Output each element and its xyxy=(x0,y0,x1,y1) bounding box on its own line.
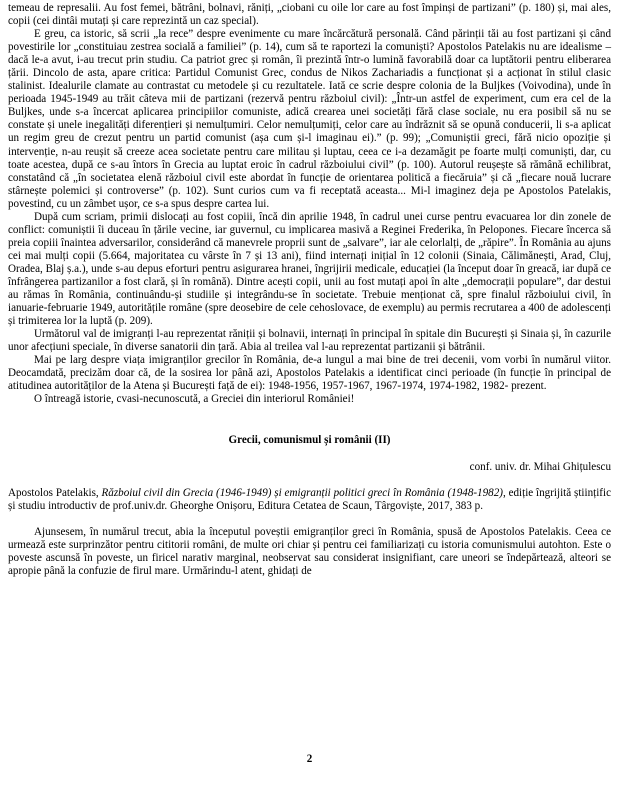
bibliographic-reference xyxy=(8,487,611,513)
page-number: 2 xyxy=(306,753,313,765)
author-spacer xyxy=(8,474,611,487)
book-author: Apostolos Patelakis, xyxy=(8,486,102,499)
book-title: Războiul civil din Grecia (1946-1949) și emigranții politici greci în România (1948-1982) xyxy=(101,486,503,499)
book-details: , ediție îngrijită științific și studiu introductiv de prof.univ.dr. Gheorghe Onișoru, Editura Cetatea de Scaun, Târgoviște, 2017, 383 p. xyxy=(8,486,611,512)
paragraph-intro: Ajunsesem, în numărul trecut, abia la începutul poveștii emigranților greci în România, spusă de Apostolos Patelakis. Ceea ce urmează este surprinzător pentru cititorii români, de multe ori chiar și pentru cei familiarizați cu istoria comunismului autohton. Este o poveste ascunsă în poveste, un firicel narativ marginal, neobservat sau considerat insignifiant, care uneori se îndepărtează, alteori se apropie până la confuzie de firul mare. Urmărindu-l atent, ghidați de xyxy=(8,525,611,577)
paragraph-continued: temeau de represalii. Au fost femei, bătrâni, bolnavi, răniți, „ciobani cu oile lor care au fost împinși de partizani” (p. 180) și, mai ales, copii (cei dintâi mutați și care reprezintă un caz special). xyxy=(8,2,611,28)
article-title: Grecii, comunismul și românii (II) xyxy=(228,434,391,447)
paragraph-periods: Mai pe larg despre viața imigranților grecilor în România, de-a lungul a mai bine de trei decenii, vom vorbi în numărul viitor. Deocamdată, precizăm doar că, de la sosirea lor până azi, Apostolos Patelakis a identificat cinci perioade (în funcție în principal de atitudinea autorităților de la Atena și București față de ei): 1948-1956, 1957-1967, 1967-1974, 1974-1982, 1982- prezent. xyxy=(8,354,611,393)
paragraph-children: După cum scriam, primii dislocați au fost copiii, încă din aprilie 1948, în cadrul unei curse pentru evacuarea lor din zonele de conflict: comuniștii îi duceau în țările vecine, iar guvernul, cu implicarea masivă a Reginei Frederika, în Pelopones. Fiecare încerca să preia copiii înaintea adversarilor, considerând că manevrele proprii sunt de „salvare”, iar ale celorlalți, de „răpire”. În România au ajuns cei mai mulți copii (5.664, majoritatea cu vârste în 7 și 13 ani), fiind internați inițial în 12 colonii (Sinaia, Călimănești, Arad, Cluj, Oradea, Blaj ș.a.), unde s-au depus eforturi pentru asigurarea hranei, îngrijirii medicale, educației (la început doar în greacă, iar după ce înfrângerea partizanilor a fost clară, și în română). Dintre acești copii, unii au fost mutați apoi în alte „democrații populare”, dar destui au rămas în România, continuându-și studiile și integrându-se în societate. Trebuie menționat că, spre finalul războiului civil, în ianuarie-februarie 1949, autoritățile române (spre deosebire de cele cehoslovace, de exemplu) au permis recrutarea a 400 de adolescenți și trimiterea lor la luptă (p. 209). xyxy=(8,210,611,328)
biblio-spacer xyxy=(8,513,611,526)
paragraph-historian: E greu, ca istoric, să scrii „la rece” despre evenimente cu mare încărcătură personală. Când părinții tăi au fost partizani și când povestirile lor „constituiau zestrea socială a familiei” (p. 14), cum să te raportezi la comuniști? Apostolos Patelakis nu are idealisme – dacă le-a avut, i-au trecut prin studiu. Ca patriot grec și român, îi prezintă într-o lumină favorabilă doar ca luptătorii pentru eliberarea țării. Dincolo de asta, apare critica: Partidul Comunist Grec, condus de Nikos Zachariadis a funcționat și a acționat în stilul clasic stalinist. Idealurile clamate au contrastat cu metodele și cu rezultatele. Iată ce scrie despre colonia de la Buljkes (Voivodina), unde în perioada 1945-1949 au trăit câteva mii de partizani (rezervă pentru războiul civil): „Într-un astfel de experiment, cum era cel de la Buljkes, unde s-a încercat aplicarea principiilor comuniste, adică crearea unei societăți fără clase sociale, nu era posibil să nu se constate și unele inegalități diferențieri și nemulțumiri. Celor nemulțumiți, celor care au îndrăznit să se opună conducerii, li s-a aplicat un regim greu de crezut pentru un partid comunist (așa cum și-l imaginau ei).” (p. 99); „Comuniștii greci, fără nicio opoziție și intervenție, n-au reușit să creeze acea societate pentru care militau și luptau, ceea ce i-a dezamăgit pe foarte mulți comuniști, dar, cu toate acestea, după ce s-au întors în Grecia au luptat eroic în cadrul războiului civil” (p. 100). Autorul reușește să rămână echilibrat, constatând că „în societatea elenă războiul civil este abordat în funcție de orientarea politică a fiecăruia” și că „fiecare nouă lucrare stârnește polemici și controverse” (p. 102). Sunt curios cum va fi receptată aceasta... Mi-l imaginez deja pe Apostolos Patelakis, povestind, cu un zâmbet ușor, ce s-a spus despre cartea lui. xyxy=(8,28,611,210)
section-spacer xyxy=(8,406,611,434)
title-spacer xyxy=(8,448,611,461)
paragraph-conclusion: O întreagă istorie, cvasi-necunoscută, a Greciei din interiorul României! xyxy=(34,393,355,406)
article-author: conf. univ. dr. Mihai Ghițulescu xyxy=(469,460,611,473)
paragraph-wounded: Următorul val de imigranți l-au reprezentat răniții și bolnavii, internați în principal în spitale din București și Sinaia și, în cazurile unor afecțiuni speciale, în diverse sanatorii din țară. Abia al treilea val l-au reprezentat partizanii și bătrânii. xyxy=(8,328,611,354)
